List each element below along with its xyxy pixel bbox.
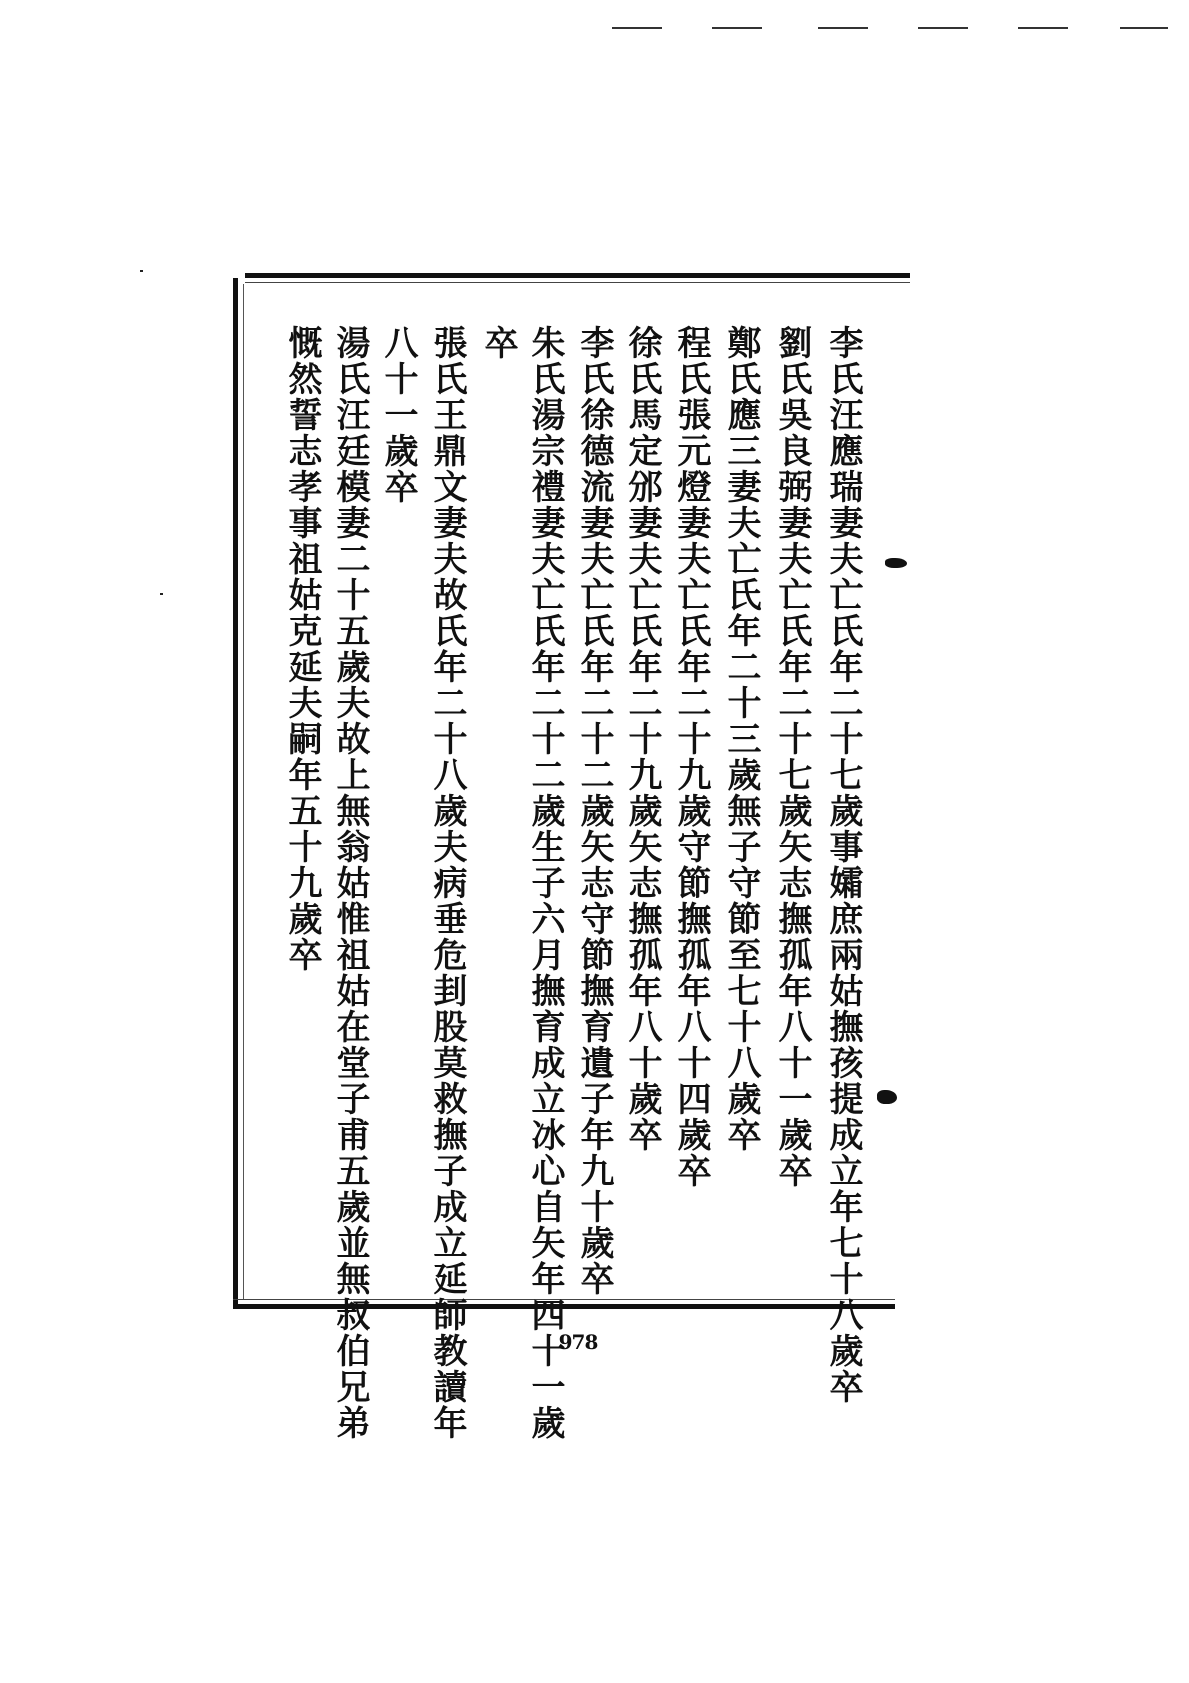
text-column: 鄭氏應三妻夫亡氏年二十三歲無子守節至七十八歲卒 [721, 325, 761, 1153]
scan-speck [160, 593, 163, 595]
text-column: 張氏王鼎文妻夫故氏年二十八歲夫病垂危刲股莫救撫子成立延師教讀年 [427, 325, 467, 1441]
text-column: 劉氏吳良弼妻夫亡氏年二十七歲矢志撫孤年八十一歲卒 [772, 325, 812, 1189]
scan-dash [818, 27, 868, 29]
scan-dash [712, 27, 762, 29]
frame-top-rule [245, 273, 910, 278]
text-column: 程氏張元燈妻夫亡氏年二十九歲守節撫孤年八十四歲卒 [671, 325, 711, 1189]
ink-blot [885, 558, 907, 568]
text-column: 慨然誓志孝事祖姑克延夫嗣年五十九歲卒 [282, 325, 322, 973]
text-column: 李氏汪應瑞妻夫亡氏年二十七歲事孀庶兩姑撫孩提成立年七十八歲卒 [823, 325, 863, 1405]
ink-blot [877, 1090, 897, 1104]
scan-dash [1018, 27, 1068, 29]
text-column: 湯氏汪廷模妻二十五歲夫故上無翁姑惟祖姑在堂子甫五歲並無叔伯兄弟 [330, 325, 370, 1441]
text-column: 朱氏湯宗禮妻夫亡氏年二十二歲生子六月撫育成立冰心自矢年四十一歲 [525, 325, 565, 1441]
text-column: 卒 [478, 325, 518, 361]
page-number: 978 [558, 1330, 598, 1354]
frame-top-thin-rule [245, 282, 910, 283]
scan-dash [1120, 27, 1168, 29]
scan-dash [918, 27, 968, 29]
scan-dash [612, 27, 662, 29]
text-column: 八十一歲卒 [378, 325, 418, 505]
text-column: 李氏徐德流妻夫亡氏年二十二歲矢志守節撫育遺子年九十歲卒 [574, 325, 614, 1297]
text-column: 徐氏馬定邠妻夫亡氏年二十九歲矢志撫孤年八十歲卒 [622, 325, 662, 1153]
scan-speck [140, 270, 143, 272]
frame-left-thin-rule [243, 284, 244, 1299]
frame-left-rule [233, 278, 238, 1309]
